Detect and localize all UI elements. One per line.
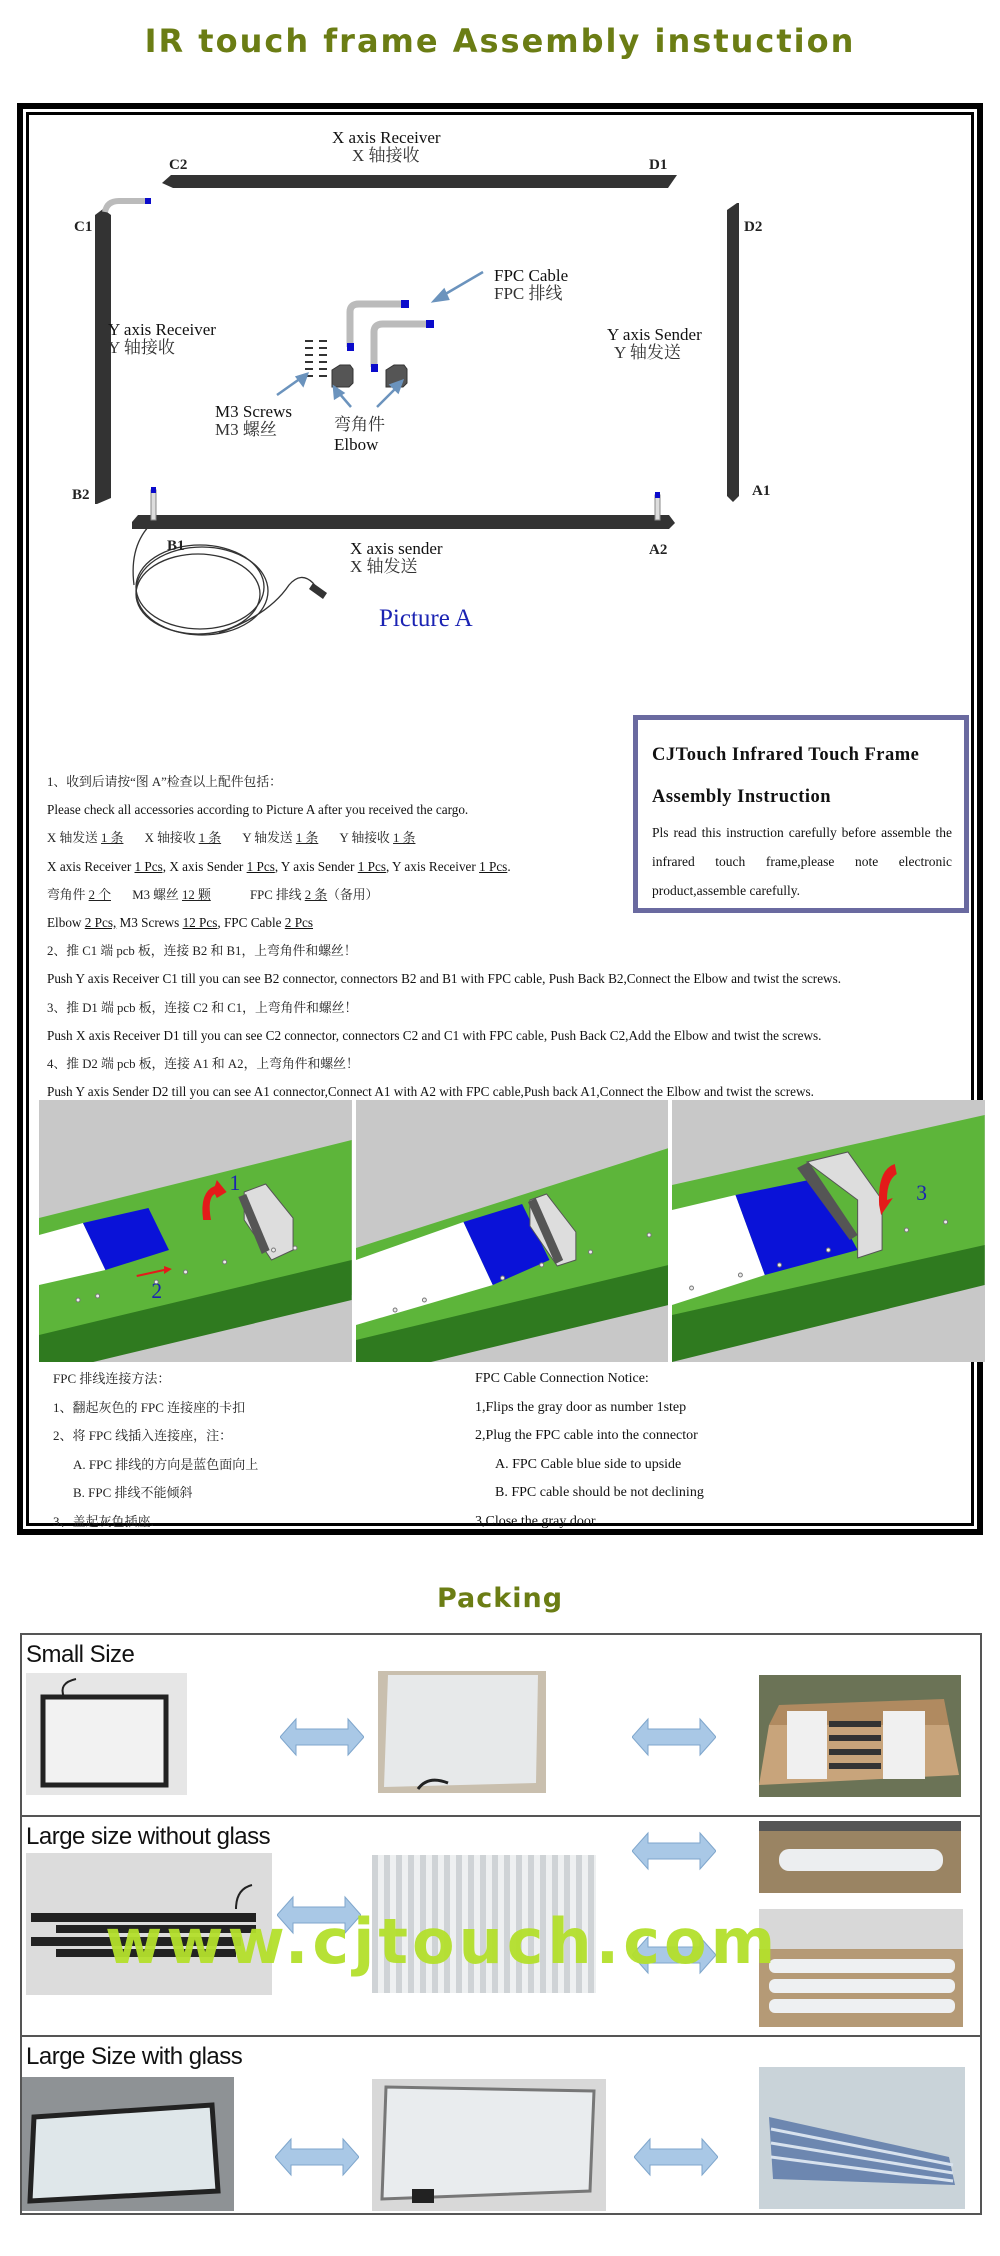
packing-row-label: Small Size bbox=[26, 1641, 135, 1668]
part-label: X axis Sender bbox=[166, 858, 247, 874]
acc-label: Elbow bbox=[47, 914, 85, 930]
notice-title-line1: CJTouch Infrared Touch Frame bbox=[652, 745, 920, 765]
fpc-notes-en bbox=[475, 1365, 704, 1536]
acc-qty: 12 颗 bbox=[181, 887, 211, 902]
step1-cn: 1、收到后请按“图 A”检查以上配件包括： bbox=[47, 775, 282, 789]
small-frame-photo bbox=[26, 1673, 187, 1795]
assembly-diagram bbox=[29, 115, 983, 655]
part-qty: 1 条 bbox=[393, 831, 416, 846]
glass-boxed-photo bbox=[759, 2067, 965, 2209]
x-receiver-label-en: X axis Receiver bbox=[332, 128, 441, 147]
acc-label: 弯角件 bbox=[47, 887, 86, 902]
acc-label: FPC 排线 bbox=[249, 887, 302, 902]
fpc-note-cn: 1、翻起灰色的 FPC 连接座的卡扣 bbox=[53, 1399, 246, 1415]
corner-label-a1: A1 bbox=[752, 483, 771, 499]
notice-title-line2: Assembly Instruction bbox=[652, 787, 832, 807]
double-arrow-icon bbox=[634, 2137, 718, 2177]
step1-en: Please check all accessories according to Picture A after you received the cargo. bbox=[47, 802, 469, 818]
part-label: X 轴发送 bbox=[47, 831, 98, 846]
part-qty: 1 条 bbox=[101, 831, 124, 846]
double-arrow-icon bbox=[275, 2137, 359, 2177]
small-boxed-photo bbox=[759, 1675, 961, 1797]
part-qty: 1 条 bbox=[198, 831, 222, 846]
fpc-cable-label-cn: FPC 排线 bbox=[494, 284, 563, 303]
fpc-note-cn: B. FPC 排线不能倾斜 bbox=[73, 1485, 193, 1500]
y-receiver-label-cn: Y 轴接收 bbox=[108, 338, 175, 357]
y-sender-label-cn: Y 轴发送 bbox=[614, 343, 681, 362]
instruction-sheet-frame bbox=[17, 103, 983, 1535]
pcb-connector-closed-graphic bbox=[672, 1100, 985, 1362]
corner-label-b1: B1 bbox=[167, 538, 185, 554]
y-sender-label-en: Y axis Sender bbox=[607, 325, 702, 344]
step3-en: Push X axis Receiver D1 till you can see C2 connector, connectors C2 and C1 with FPC cable, Push Back C2,Add the Elbow and twist the screws. bbox=[47, 1027, 822, 1043]
part-label: X 轴接收 bbox=[144, 831, 196, 846]
step4-cn: 4、推 D2 端 pcb 板，连接 A1 和 A2，上弯角件和螺丝！ bbox=[47, 1056, 359, 1071]
acc-label: M3 Screws bbox=[116, 914, 183, 930]
part-label: Y 轴发送 bbox=[242, 831, 293, 846]
step3-cn: 3、推 D1 端 pcb 板，连接 C2 和 C1，上弯角件和螺丝！ bbox=[47, 1000, 358, 1015]
corner-label-b2: B2 bbox=[72, 487, 90, 503]
step4-en: Push Y axis Sender D2 till you can see A1 connector,Connect A1 with A2 with FPC cable,Push back A1,Connect the Elbow and twist the screws. bbox=[47, 1084, 814, 1100]
part-qty: 1 Pcs, bbox=[134, 858, 167, 874]
acc-qty: 2 Pcs, bbox=[84, 914, 117, 930]
boxed-tubes-photo bbox=[759, 1909, 963, 2027]
acc-label: M3 螺丝 bbox=[132, 887, 179, 902]
step-number-2: 2 bbox=[151, 1278, 163, 1304]
acc-note: （备用） bbox=[327, 887, 379, 902]
x-receiver-label-cn: X 轴接收 bbox=[352, 146, 420, 165]
fpc-note-en: 3,Close the gray door bbox=[475, 1513, 596, 1529]
corner-label-a2: A2 bbox=[649, 542, 668, 558]
corner-label-d1: D1 bbox=[649, 157, 668, 173]
packing-row-small-size bbox=[22, 1635, 980, 1817]
acc-qty: 12 Pcs bbox=[182, 914, 218, 930]
step2-en: Push Y axis Receiver C1 till you can see B2 connector, connectors B2 and B1 with FPC cable, Push Back B2,Connect the Elbow and twist the screws. bbox=[47, 971, 842, 987]
pcb-connector-open-graphic bbox=[39, 1100, 352, 1362]
x-sender-label-en: X axis sender bbox=[350, 539, 443, 558]
double-arrow-icon bbox=[280, 1717, 364, 1757]
tube-photo bbox=[759, 1821, 961, 1893]
illustration-step-1-2 bbox=[39, 1100, 352, 1362]
corner-label-d2: D2 bbox=[744, 219, 763, 235]
small-bagged-photo bbox=[378, 1671, 546, 1793]
part-qty: 1 Pcs bbox=[357, 858, 386, 874]
corner-label-c1: C1 bbox=[74, 219, 93, 235]
fpc-note-en: A. FPC Cable blue side to upside bbox=[495, 1456, 682, 1472]
accessories-list-cn bbox=[47, 881, 967, 909]
packing-row-label: Large size without glass bbox=[26, 1823, 271, 1850]
parts-list-en bbox=[47, 853, 967, 881]
pcb-cable-inserted-graphic bbox=[356, 1100, 669, 1362]
fpc-note-cn: FPC 排线连接方法： bbox=[53, 1371, 171, 1386]
step-number-1: 1 bbox=[229, 1170, 241, 1196]
part-label: Y 轴接收 bbox=[339, 831, 390, 846]
accessories-list-en bbox=[47, 909, 967, 937]
part-end: . bbox=[507, 858, 511, 874]
picture-a-caption: Picture A bbox=[379, 605, 473, 632]
packing-row-label: Large Size with glass bbox=[26, 2043, 243, 2070]
acc-label: , FPC Cable bbox=[217, 914, 285, 930]
part-qty: 1 Pcs bbox=[246, 858, 275, 874]
acc-qty: 2 条 bbox=[304, 887, 328, 902]
glass-wrapped-photo bbox=[372, 2079, 606, 2211]
website-watermark: www.cjtouch.com bbox=[105, 1905, 780, 1978]
m3-screws-label-cn: M3 螺丝 bbox=[215, 420, 277, 439]
part-qty: 1 条 bbox=[295, 831, 319, 846]
part-qty: 1 Pcs bbox=[479, 858, 508, 874]
acc-qty: 2 Pcs bbox=[284, 914, 314, 930]
x-sender-label-cn: X 轴发送 bbox=[350, 557, 418, 576]
step-number-3: 3 bbox=[916, 1180, 928, 1206]
fpc-cable-label-en: FPC Cable bbox=[494, 266, 569, 285]
glass-frame-photo bbox=[22, 2077, 234, 2211]
fpc-note-en: FPC Cable Connection Notice: bbox=[475, 1371, 649, 1386]
double-arrow-icon bbox=[632, 1831, 716, 1871]
illustration-step-3 bbox=[672, 1100, 985, 1362]
fpc-note-en: 1,Flips the gray door as number 1step bbox=[475, 1399, 687, 1415]
parts-list-cn bbox=[47, 824, 967, 852]
instruction-sheet bbox=[26, 112, 974, 1529]
part-label: , Y axis Sender bbox=[274, 858, 358, 874]
part-label: , Y axis Receiver bbox=[385, 858, 480, 874]
packing-title: Packing bbox=[436, 1583, 564, 1614]
fpc-note-en: 2,Plug the FPC cable into the connector bbox=[475, 1428, 698, 1443]
step2-cn: 2、推 C1 端 pcb 板，连接 B2 和 B1，上弯角件和螺丝！ bbox=[47, 944, 357, 959]
fpc-note-cn: 2、将 FPC 线插入连接座，注： bbox=[53, 1428, 233, 1443]
packing-row-large-with-glass bbox=[22, 2037, 980, 2213]
fpc-notes-cn bbox=[53, 1365, 258, 1536]
fpc-note-en: B. FPC cable should be not declining bbox=[495, 1485, 704, 1500]
m3-screws-label-en: M3 Screws bbox=[215, 402, 292, 421]
acc-qty: 2 个 bbox=[88, 887, 111, 902]
double-arrow-icon bbox=[632, 1717, 716, 1757]
page-title: IR touch frame Assembly instuction bbox=[144, 22, 856, 60]
notice-body: Pls read this instruction carefully before assemble the infrared touch frame,please note electronic product,assemble carefully. bbox=[652, 825, 952, 898]
corner-label-c2: C2 bbox=[169, 157, 188, 173]
fpc-note-cn: 3、盖起灰色插座. bbox=[53, 1513, 154, 1529]
fpc-connection-illustrations bbox=[39, 1100, 985, 1362]
fpc-note-cn: A. FPC 排线的方向是蓝色面向上 bbox=[73, 1456, 259, 1472]
part-label: X axis Receiver bbox=[47, 858, 135, 874]
frame-bars-graphic bbox=[29, 115, 983, 655]
illustration-step-inserted bbox=[356, 1100, 669, 1362]
elbow-label-en: Elbow bbox=[334, 435, 379, 454]
y-receiver-label-en: Y axis Receiver bbox=[108, 320, 216, 339]
elbow-label-cn: 弯角件 bbox=[334, 415, 385, 434]
